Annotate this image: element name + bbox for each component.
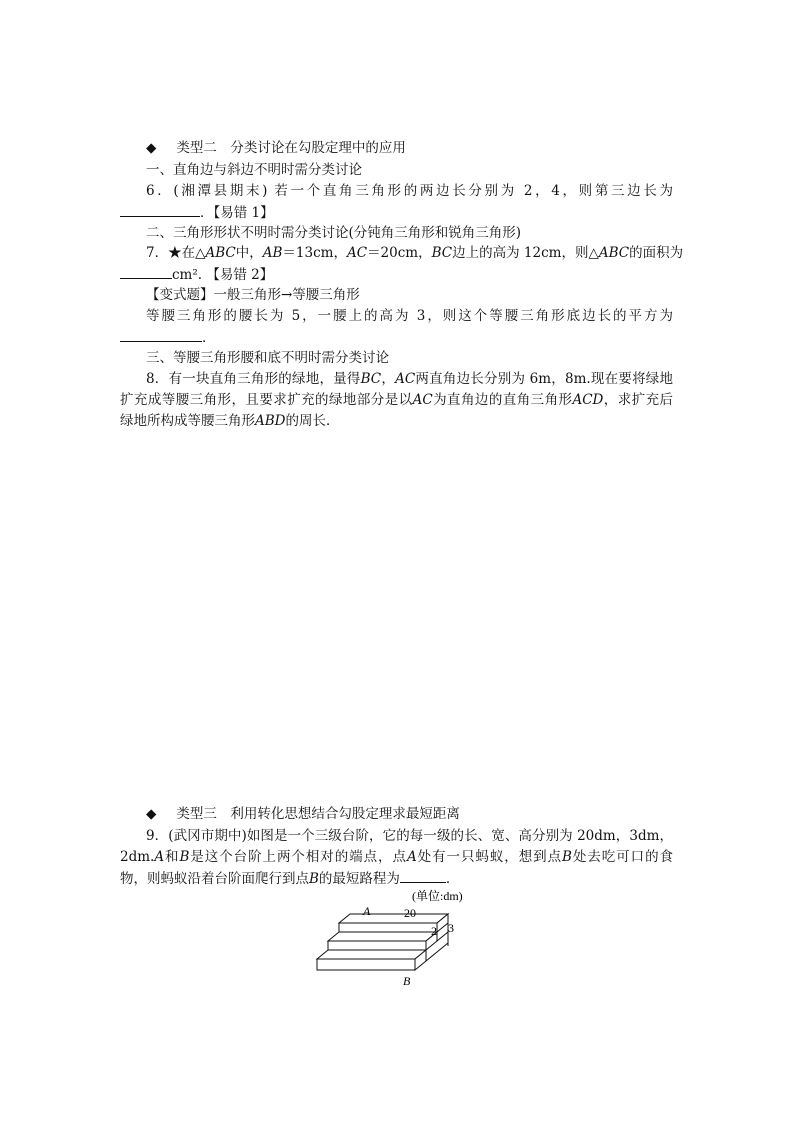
subheading-1: 一、直角边与斜边不明时需分类讨论 xyxy=(146,162,362,178)
step-top-front xyxy=(339,923,437,932)
question-6-line1: 6．(湘潭县期末) 若一个直角三角形的两边长分别为 2，4，则第三边长为 xyxy=(146,183,673,199)
question-7-line1: 7．★在△ABC中，AB＝13cm，AC＝20cm，BC边上的高为 12cm，则△ABC的面积为 xyxy=(146,245,684,261)
section3-heading xyxy=(146,804,460,824)
answer-blank-variant[interactable] xyxy=(120,327,202,342)
subheading-2: 二、三角形形状不明时需分类讨论(分钝角三角形和锐角三角形) xyxy=(146,225,522,241)
question-9-line3: 物，则蚂蚁沿着台阶面爬行到点B的最短路程为 ． xyxy=(120,868,459,889)
answer-blank-6[interactable] xyxy=(120,202,200,217)
question-7-line2: cm². 【易错 2】 xyxy=(120,264,273,285)
variant-line2: ． xyxy=(120,327,216,348)
section3-title: 类型三 利用转化思想结合勾股定理求最短距离 xyxy=(176,806,460,822)
question-8-line3: 绿地所构成等腰三角形ABD的周长． xyxy=(120,413,340,429)
point-a-label: A xyxy=(363,904,371,918)
step-middle-front xyxy=(328,941,426,950)
staircase-drawing xyxy=(317,914,448,970)
variant-label: 【变式题】一般三角形→等腰三角形 xyxy=(146,287,360,303)
question-8-line1: 8．有一块直角三角形的绿地，量得BC，AC两直角边长分别为 6m，8m.现在要将绿地 xyxy=(146,371,674,387)
diamond-bullet-icon: ◆ xyxy=(146,806,157,822)
diamond-bullet-icon: ◆ xyxy=(146,140,157,156)
step-bottom-top xyxy=(317,950,426,959)
unit-label: (单位:dm) xyxy=(412,889,463,903)
section2-heading xyxy=(146,138,406,158)
answer-blank-7[interactable] xyxy=(120,264,172,279)
question-9-line2: 2dm.A和B是这个台阶上两个相对的端点，点A处有一只蚂蚁，想到点B处去吃可口的食 xyxy=(120,849,674,865)
question-6-line2: ．【易错 1】 xyxy=(120,202,274,223)
back-edge-middle xyxy=(437,932,448,941)
point-b-label: B xyxy=(403,974,411,988)
variant-line1: 等腰三角形的腰长为 5，一腰上的高为 3，则这个等腰三角形底边长的平方为 xyxy=(146,308,673,324)
staircase-figure xyxy=(300,886,490,990)
step-bottom-front xyxy=(317,959,415,970)
width-label-3: 3 xyxy=(448,921,454,935)
step-middle-top xyxy=(328,932,437,941)
subheading-3: 三、等腰三角形腰和底不明时需分类讨论 xyxy=(146,350,389,366)
question-8-line2: 扩充成等腰三角形，且要求扩充的绿地部分是以AC为直角边的直角三角形ACD，求扩充后 xyxy=(120,392,674,408)
section2-title: 类型二 分类讨论在勾股定理中的应用 xyxy=(176,140,406,156)
question-9-line1: 9．(武冈市期中)如图是一个三级台阶，它的每一级的长、宽、高分别为 20dm，3dm， xyxy=(146,828,673,844)
length-label-20: 20 xyxy=(404,906,416,920)
step-top-top xyxy=(339,914,448,923)
answer-blank-9[interactable] xyxy=(400,868,446,883)
height-label-2: 2 xyxy=(431,924,437,938)
